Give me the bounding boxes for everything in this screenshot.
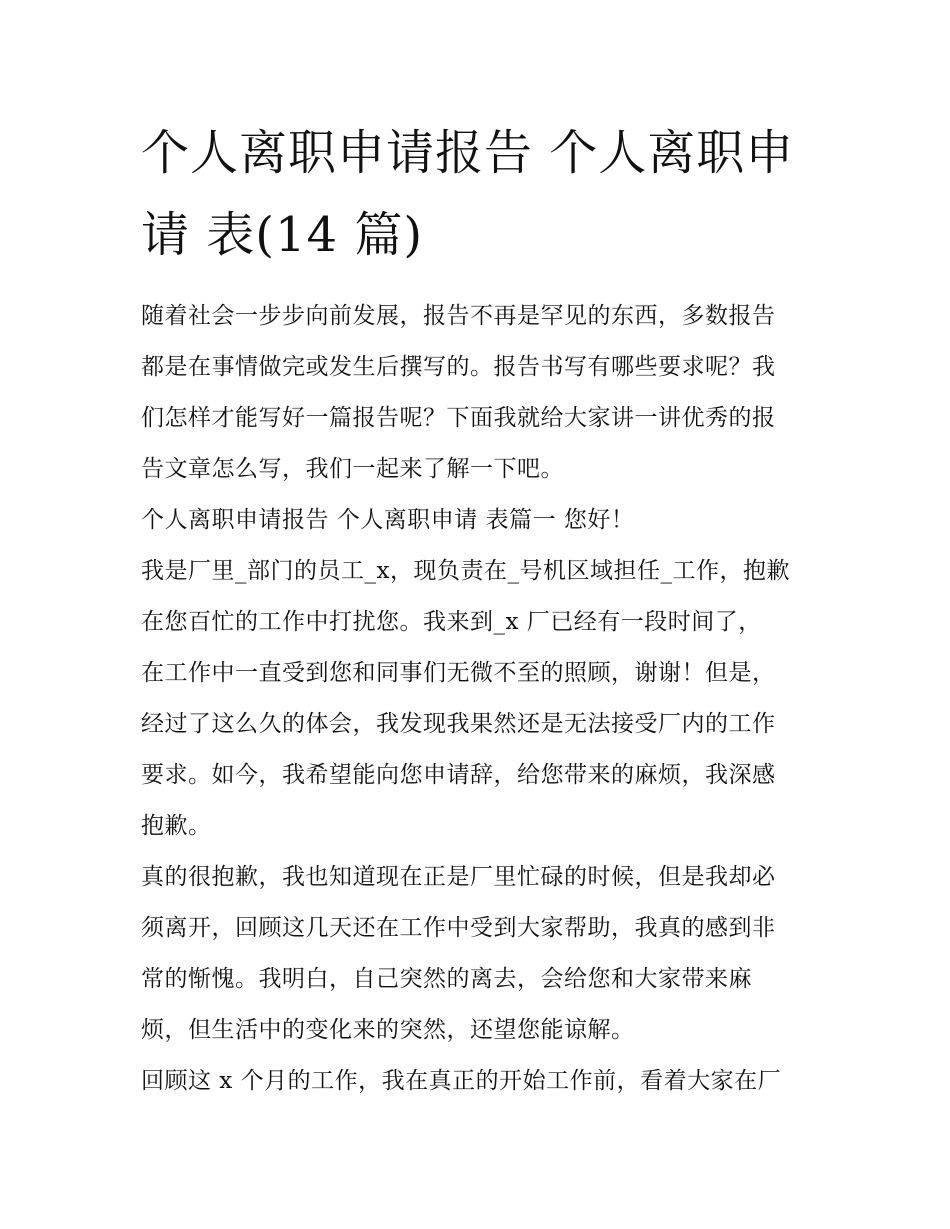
body-line: 在工作中一直受到您和同事们无微不至的照顾，谢谢！但是， [141, 660, 776, 686]
body-line: 烦，但生活中的变化来的突然，还望您能谅解。 [141, 1017, 635, 1043]
body-line: 回顾这 x 个月的工作，我在真正的开始工作前，看着大家在厂 [141, 1068, 782, 1094]
document-content [141, 112, 813, 1107]
body-line: 随着社会一步步向前发展，报告不再是罕见的东西，多数报告 [141, 303, 776, 329]
body-line: 要求。如今，我希望能向您申请辞，给您带来的麻烦，我深感 [141, 762, 776, 788]
document-title: 个人离职申请报告 个人离职申 请 表(14 篇) [141, 125, 795, 263]
body-line: 我是厂里_部门的员工_x，现负责在_号机区域担任_工作，抱歉 [141, 558, 790, 584]
body-line: 都是在事情做完或发生后撰写的。报告书写有哪些要求呢？我 [141, 354, 776, 380]
body-line: 真的很抱歉，我也知道现在正是厂里忙碌的时候，但是我却必 [141, 864, 776, 890]
body-line: 告文章怎么写，我们一起来了解一下吧。 [141, 456, 564, 482]
body-line: 经过了这么久的体会，我发现我果然还是无法接受厂内的工作 [141, 711, 776, 737]
body-line: 常的惭愧。我明白，自己突然的离去，会给您和大家带来麻 [141, 966, 752, 992]
body-line: 须离开，回顾这几天还在工作中受到大家帮助，我真的感到非 [141, 915, 776, 941]
body-line: 在您百忙的工作中打扰您。我来到_x 厂已经有一段时间了， [141, 609, 762, 635]
body-line: 抱歉。 [141, 813, 212, 839]
section-heading-line: 个人离职申请报告 个人离职申请 表篇一 您好！ [141, 507, 635, 533]
body-line: 们怎样才能写好一篇报告呢？下面我就给大家讲一讲优秀的报 [141, 405, 776, 431]
